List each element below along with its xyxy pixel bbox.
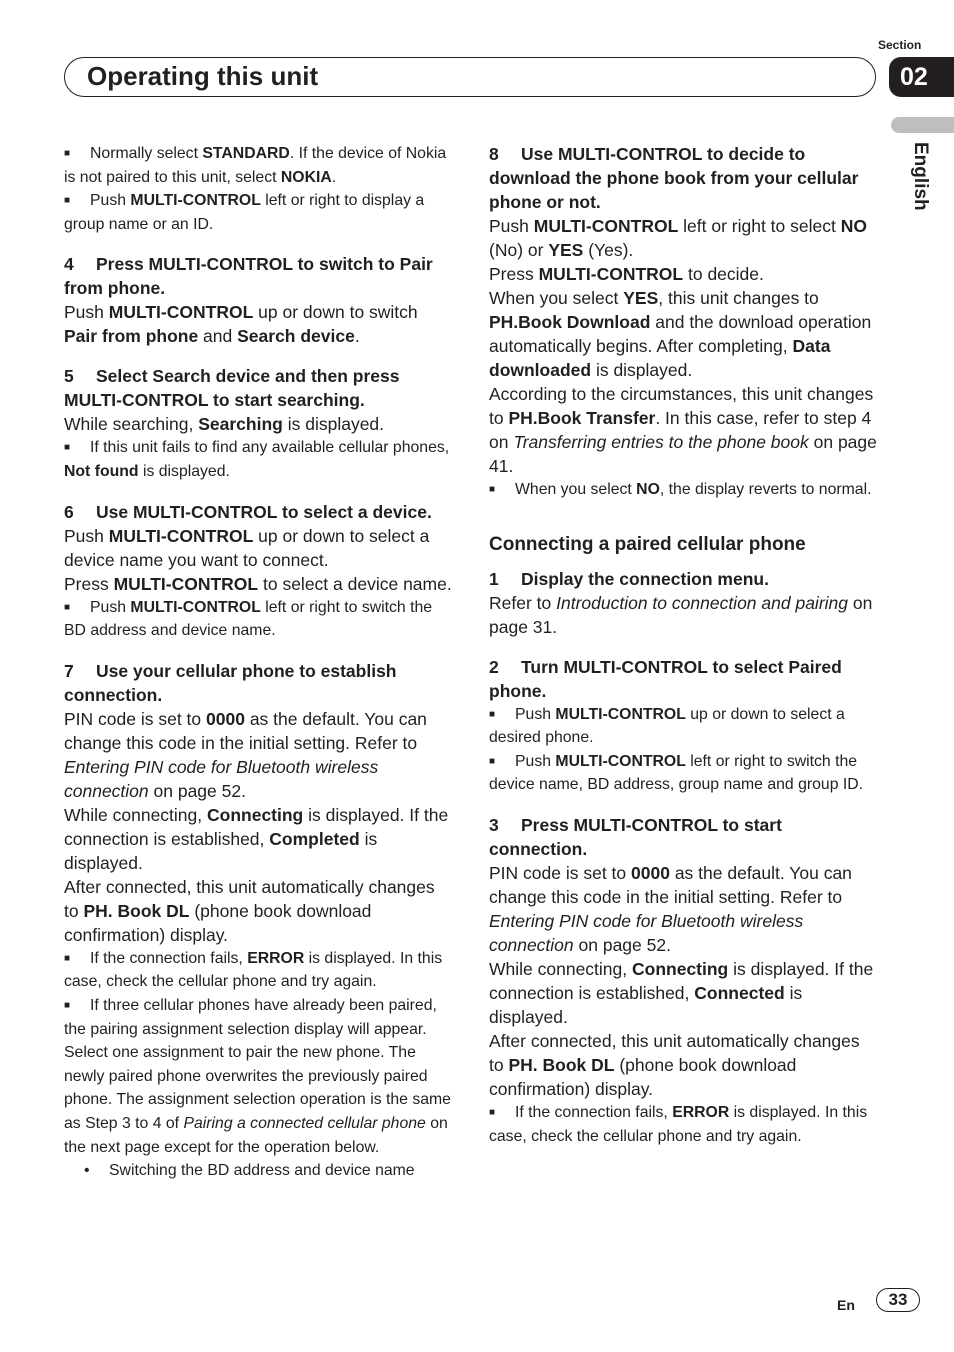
step-body: Press MULTI-CONTROL to decide. xyxy=(489,264,764,284)
square-bullet-icon: ■ xyxy=(64,148,71,159)
note xyxy=(64,994,452,1159)
step-title: Use MULTI-CONTROL to select a device. xyxy=(96,501,432,522)
step-title: Use your cellular phone to establish connection. xyxy=(64,660,397,705)
step-heading xyxy=(489,142,877,214)
step-number: 5 xyxy=(64,366,74,387)
step-body: Press MULTI-CONTROL to select a device name. xyxy=(64,573,452,594)
step-title: Press MULTI-CONTROL to start connection. xyxy=(489,814,782,859)
note-text: Push MULTI-CONTROL left or right to display a group name or an ID. xyxy=(64,192,425,233)
step-number: 4 xyxy=(64,254,74,275)
step-number: 3 xyxy=(489,814,499,835)
footer-language-code: En xyxy=(837,1297,855,1313)
step-number: 6 xyxy=(64,501,74,522)
list-item xyxy=(64,1159,452,1183)
square-bullet-icon: ■ xyxy=(64,195,71,207)
note xyxy=(489,750,877,797)
note xyxy=(64,436,452,483)
square-bullet-icon: ■ xyxy=(489,708,496,720)
step-body: While connecting, Connecting is displayed. If the connection is established, Completed is displayed. xyxy=(64,804,449,873)
step-heading xyxy=(489,813,877,861)
note xyxy=(489,1101,877,1148)
square-bullet-icon: ■ xyxy=(64,999,71,1011)
square-bullet-icon: ■ xyxy=(489,1106,496,1118)
step-body: PIN code is set to 0000 as the default. You can change this code in the initial setting. Refer to Entering PIN code for Bluetooth wireless connection on page 52. xyxy=(64,708,427,801)
square-bullet-icon: ■ xyxy=(489,484,496,495)
note-text: If the connection fails, ERROR is displayed. In this case, check the cellular phone and try again. xyxy=(64,949,443,991)
language-tab xyxy=(891,117,954,133)
step-heading xyxy=(64,500,452,524)
note-text: If three cellular phones have already been paired, the pairing assignment selection display will appear. Select one assignment to pair the new phone. The newly paired phone overwrites the previously paired phone. The assignment selection operation is the same as Step 3 to 4 of Pairing a connected cellular phone on the next page except for the operation below. xyxy=(64,996,451,1156)
note-text: Push MULTI-CONTROL up or down to select a desired phone. xyxy=(489,705,845,747)
note xyxy=(64,947,452,994)
step-heading xyxy=(64,364,452,412)
note-text: When you select NO, the display reverts to normal. xyxy=(515,481,872,498)
step-heading xyxy=(489,655,877,703)
step-number: 2 xyxy=(489,656,499,677)
step-title: Turn MULTI-CONTROL to select Paired phone. xyxy=(489,656,842,701)
section-label: Section xyxy=(878,38,922,52)
note xyxy=(489,703,877,750)
step-body: When you select YES, this unit changes to PH.Book Download and the download operation automatically begins. After completing, Data downloaded is displayed. xyxy=(489,288,872,380)
page-number: 33 xyxy=(876,1288,920,1312)
title-bar xyxy=(64,57,876,97)
round-bullet-icon: • xyxy=(84,1162,90,1180)
step-body: According to the circumstances, this unit changes to PH.Book Transfer. In this case, refer to step 4 on Transferring entries to the phone book on page 41. xyxy=(489,384,877,476)
square-bullet-icon: ■ xyxy=(64,601,71,613)
note-text: Push MULTI-CONTROL left or right to switch the BD address and device name. xyxy=(64,598,433,640)
section-number: 02 xyxy=(889,57,954,97)
step-body: Push MULTI-CONTROL up or down to select a device name you want to connect. xyxy=(64,525,430,570)
note-text: If the connection fails, ERROR is displayed. In this case, check the cellular phone and try again. xyxy=(489,1103,868,1145)
right-column xyxy=(489,142,877,1148)
square-bullet-icon: ■ xyxy=(64,442,71,454)
step-body: Refer to Introduction to connection and pairing on page 31. xyxy=(489,592,873,637)
step-heading xyxy=(64,659,452,707)
step-body: Push MULTI-CONTROL up or down to switch Pair from phone and Search device. xyxy=(64,302,418,347)
note-text: Push MULTI-CONTROL left or right to switch the device name, BD address, group name and group ID. xyxy=(489,752,864,794)
square-bullet-icon: ■ xyxy=(489,755,496,767)
step-number: 7 xyxy=(64,660,74,681)
step-body: Push MULTI-CONTROL left or right to select NO (No) or YES (Yes). xyxy=(489,216,867,260)
step-body: After connected, this unit automatically changes to PH. Book DL (phone book download confirmation) display. xyxy=(64,876,435,945)
step-body: PIN code is set to 0000 as the default. You can change this code in the initial setting. Refer to Entering PIN code for Bluetooth wireless connection on page 52. xyxy=(489,862,852,955)
step-number: 8 xyxy=(489,144,499,164)
language-label: English xyxy=(910,142,931,211)
step-title: Press MULTI-CONTROL to switch to Pair from phone. xyxy=(64,254,433,299)
step-title: Display the connection menu. xyxy=(521,568,769,589)
step-title: Select Search device and then press MULTI-CONTROL to start searching. xyxy=(64,366,400,411)
step-heading xyxy=(489,567,877,591)
step-body: While searching, Searching is displayed. xyxy=(64,414,385,435)
note-text: If this unit fails to find any available cellular phones, Not found is displayed. xyxy=(64,439,450,480)
step-number: 1 xyxy=(489,568,499,589)
step-title: Use MULTI-CONTROL to decide to download the phone book from your cellular phone or not. xyxy=(489,144,859,212)
step-heading xyxy=(64,252,452,300)
note xyxy=(489,478,877,502)
step-body: After connected, this unit automatically changes to PH. Book DL (phone book download confirmation) display. xyxy=(489,1030,860,1099)
note xyxy=(64,189,452,236)
note xyxy=(64,596,452,643)
subsection-heading: Connecting a paired cellular phone xyxy=(489,533,806,555)
left-column xyxy=(64,142,452,1183)
page-title: Operating this unit xyxy=(87,61,319,91)
list-item-text: Switching the BD address and device name xyxy=(109,1162,415,1180)
square-bullet-icon: ■ xyxy=(64,952,71,964)
step-body: While connecting, Connecting is displayed. If the connection is established, Connected is displayed. xyxy=(489,958,874,1027)
note xyxy=(64,142,452,189)
note-text: Normally select STANDARD. If the device of Nokia is not paired to this unit, select NOKIA. xyxy=(64,145,447,186)
